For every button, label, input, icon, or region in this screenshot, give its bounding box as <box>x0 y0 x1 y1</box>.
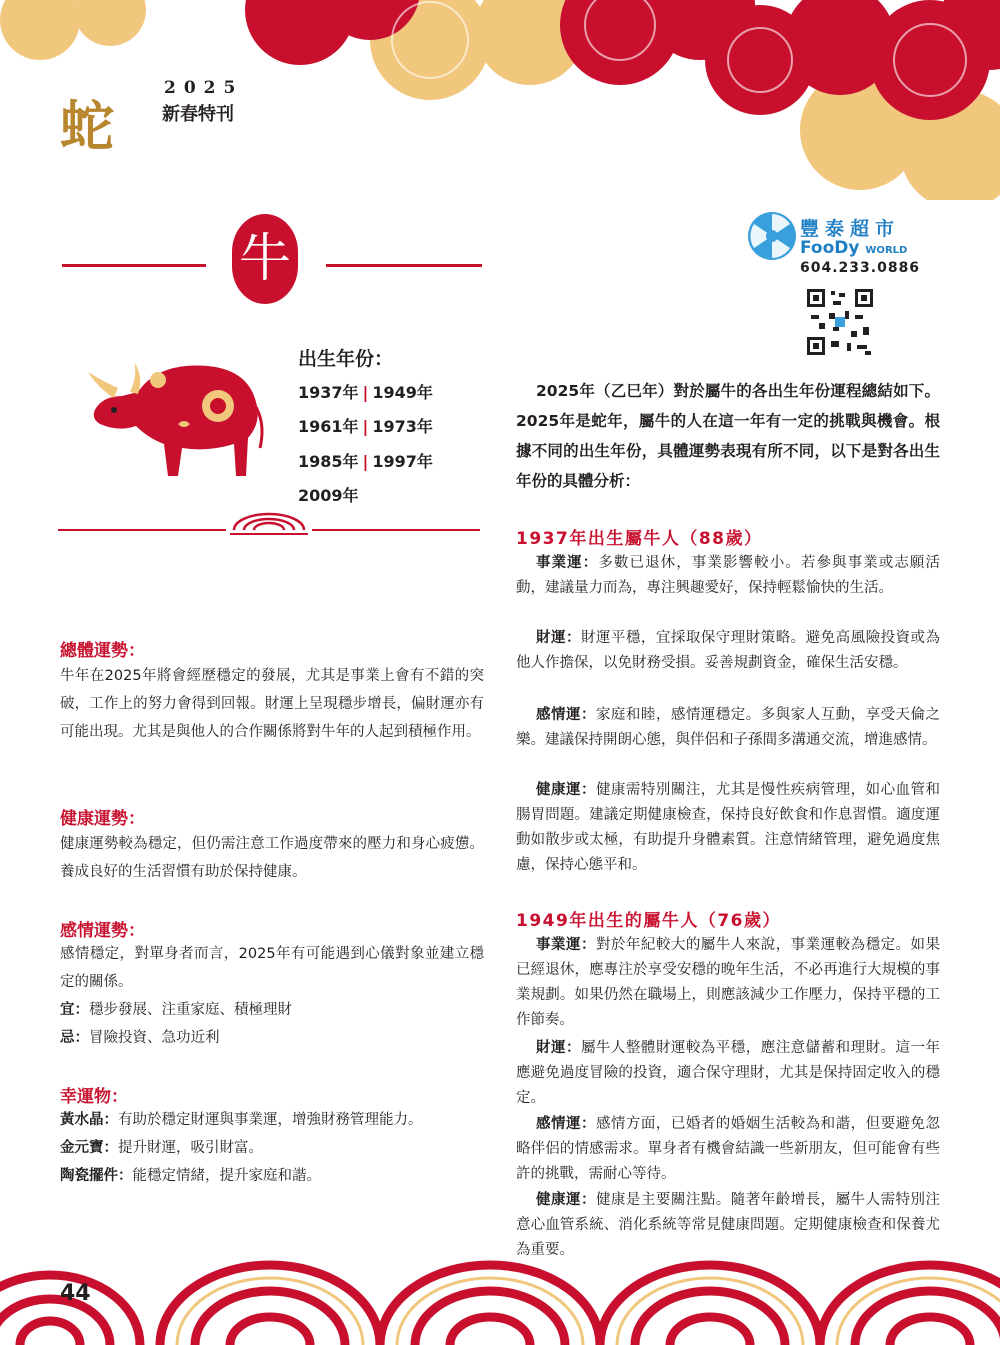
sponsor-name-english-main: FooDy <box>800 238 860 258</box>
section-1937-health <box>516 778 940 878</box>
lucky-item-label: 陶瓷擺件： <box>60 1168 133 1184</box>
overall-fortune-text: 牛年在2025年將會經歷穩定的發展，尤其是事業上會有不錯的突破，工作上的努力會得到回報。財運上呈現穩步增長，偏財運亦有可能出現。尤其是與他人的合作關係將對牛年的人起到積極作用。 <box>60 668 484 740</box>
lucky-item <box>60 1106 484 1134</box>
do-list <box>60 996 484 1024</box>
avoid-list <box>60 1024 484 1052</box>
year-separator: | <box>362 452 369 471</box>
birth-year: 1937年 <box>298 383 359 402</box>
lucky-item-label: 金元寶： <box>60 1140 118 1156</box>
wealth-text: 財運平穩，宜採取保守理財策略。避免高風險投資或為他人作擔保，以免財務受損。妥善規劃資金，確保生活安穩。 <box>516 630 941 671</box>
love-text: 家庭和睦，感情運穩定。多與家人互動，享受天倫之樂。建議保持開朗心態，與伴侶和子孫間多溝通交流，增進感情。 <box>516 707 941 748</box>
love-label: 感情運： <box>536 1116 596 1132</box>
career-label: 事業運： <box>536 555 599 571</box>
birth-years-row-3 <box>298 449 433 472</box>
divider-left <box>62 264 206 267</box>
avoid-label: 忌： <box>60 1030 89 1046</box>
wealth-label: 財運： <box>536 630 581 646</box>
wave-divider-ornament <box>226 510 312 544</box>
health-text: 健康是主要關注點。隨著年齡增長，屬牛人需特別注意心血管系統、消化系統等常見健康問題。定期健康檢查和保養尤為重要。 <box>516 1192 941 1258</box>
section-1937-wealth <box>516 626 940 676</box>
masthead-subtitle: 新春特刊 <box>162 104 234 125</box>
magazine-masthead <box>60 78 260 158</box>
wave-decoration-bottom <box>0 1255 1000 1345</box>
lucky-item-text: 提升財運，吸引財富。 <box>118 1140 263 1156</box>
divider-right <box>326 264 482 267</box>
section-1949-career <box>516 933 940 1033</box>
section-1949-wealth <box>516 1036 940 1111</box>
overall-fortune-title: 總體運勢： <box>60 641 145 661</box>
avoid-text: 冒險投資、急功近利 <box>89 1030 220 1046</box>
do-text: 穩步發展、注重家庭、積極理財 <box>89 1002 292 1018</box>
section-1949-health <box>516 1188 940 1263</box>
health-label: 健康運： <box>536 1192 596 1208</box>
career-text: 多數已退休，事業影響較小。若參與事業或志願活動，建議量力而為，專注興趣愛好，保持輕鬆愉快的生活。 <box>516 555 941 596</box>
health-text: 健康需特別關注，尤其是慢性疾病管理，如心血管和腸胃問題。建議定期健康檢查，保持良好飲食和作息習慣。適度運動如散步或太極，有助提升身體素質。注意情緒管理，避免過度焦慮，保持心態平和。 <box>516 782 941 873</box>
foody-world-logo-icon <box>746 210 798 262</box>
birth-years-row-2 <box>298 414 433 437</box>
sponsor-name-english-sub: WORLD <box>865 245 908 256</box>
section-1949-love <box>516 1112 940 1187</box>
page-number: 44 <box>60 1281 91 1306</box>
birth-years-row-1 <box>298 380 433 403</box>
love-text: 感情方面，已婚者的婚姻生活較為和諧，但要避免忽略伴侶的情感需求。單身者有機會結識一些新朋友，但可能會有些許的挑戰，需耐心等待。 <box>516 1116 941 1182</box>
lucky-item <box>60 1162 484 1190</box>
love-fortune-title: 感情運勢： <box>60 921 145 941</box>
lucky-item-text: 有助於穩定財運與事業運，增強財務管理能力。 <box>118 1112 423 1128</box>
birth-years-title: 出生年份： <box>298 348 394 370</box>
birth-year: 1985年 <box>298 452 359 471</box>
birth-year: 1997年 <box>372 452 433 471</box>
section-1937-love <box>516 703 940 753</box>
career-text: 對於年紀較大的屬牛人來說，事業運較為穩定。如果已經退休，應專注於享受安穩的晚年生活，不必再進行大規模的事業規劃。如果仍然在職場上，則應該減少工作壓力，保持平穩的工作節奏。 <box>516 937 941 1028</box>
lucky-item-text: 能穩定情緒，提升家庭和諧。 <box>132 1168 321 1184</box>
qr-code-icon[interactable] <box>805 287 875 357</box>
ox-illustration <box>78 352 268 482</box>
section-1937-title: 1937年出生屬牛人（88歲） <box>516 529 763 549</box>
birth-year: 1949年 <box>372 383 433 402</box>
birth-year: 2009年 <box>298 486 359 505</box>
love-fortune-text: 感情穩定，對單身者而言，2025年有可能遇到心儀對象並建立穩定的關係。 <box>60 946 484 990</box>
birth-years-row-4 <box>298 483 359 506</box>
sponsor-phone: 604.233.0886 <box>800 260 921 276</box>
birth-year: 1961年 <box>298 417 359 436</box>
health-fortune-title: 健康運勢： <box>60 809 145 829</box>
career-label: 事業運： <box>536 937 596 953</box>
section-1949-title: 1949年出生的屬牛人（76歲） <box>516 911 781 931</box>
do-label: 宜： <box>60 1002 89 1018</box>
lucky-item <box>60 1134 484 1162</box>
masthead-year: 2025 <box>164 78 244 98</box>
ox-seal-stamp: 牛 <box>232 214 298 304</box>
wealth-label: 財運： <box>536 1040 581 1056</box>
birth-year: 1973年 <box>372 417 433 436</box>
masthead-snake-character: 蛇 <box>60 94 110 158</box>
health-fortune-text: 健康運勢較為穩定，但仍需注意工作過度帶來的壓力和身心疲憊。養成良好的生活習慣有助於保持健康。 <box>60 836 484 880</box>
health-label: 健康運： <box>536 782 596 798</box>
year-separator: | <box>362 383 369 402</box>
lucky-item-label: 黃水晶： <box>60 1112 118 1128</box>
section-1937-career <box>516 551 940 601</box>
sponsor-name-english <box>800 238 907 258</box>
year-separator: | <box>362 417 369 436</box>
wealth-text: 屬牛人整體財運較為平穩，應注意儲蓄和理財。這一年應避免過度冒險的投資，適合保守理財，尤其是保持固定收入的穩定。 <box>516 1040 941 1106</box>
intro-paragraph: 2025年（乙巳年）對於屬牛的各出生年份運程總結如下。2025年是蛇年，屬牛的人在這一年有一定的挑戰與機會。根據不同的出生年份，具體運勢表現有所不同，以下是對各出生年份的具體分析： <box>516 382 940 490</box>
love-label: 感情運： <box>536 707 596 723</box>
sponsor-name-chinese: 豐泰超市 <box>800 218 901 240</box>
lucky-items-title: 幸運物： <box>60 1087 128 1107</box>
